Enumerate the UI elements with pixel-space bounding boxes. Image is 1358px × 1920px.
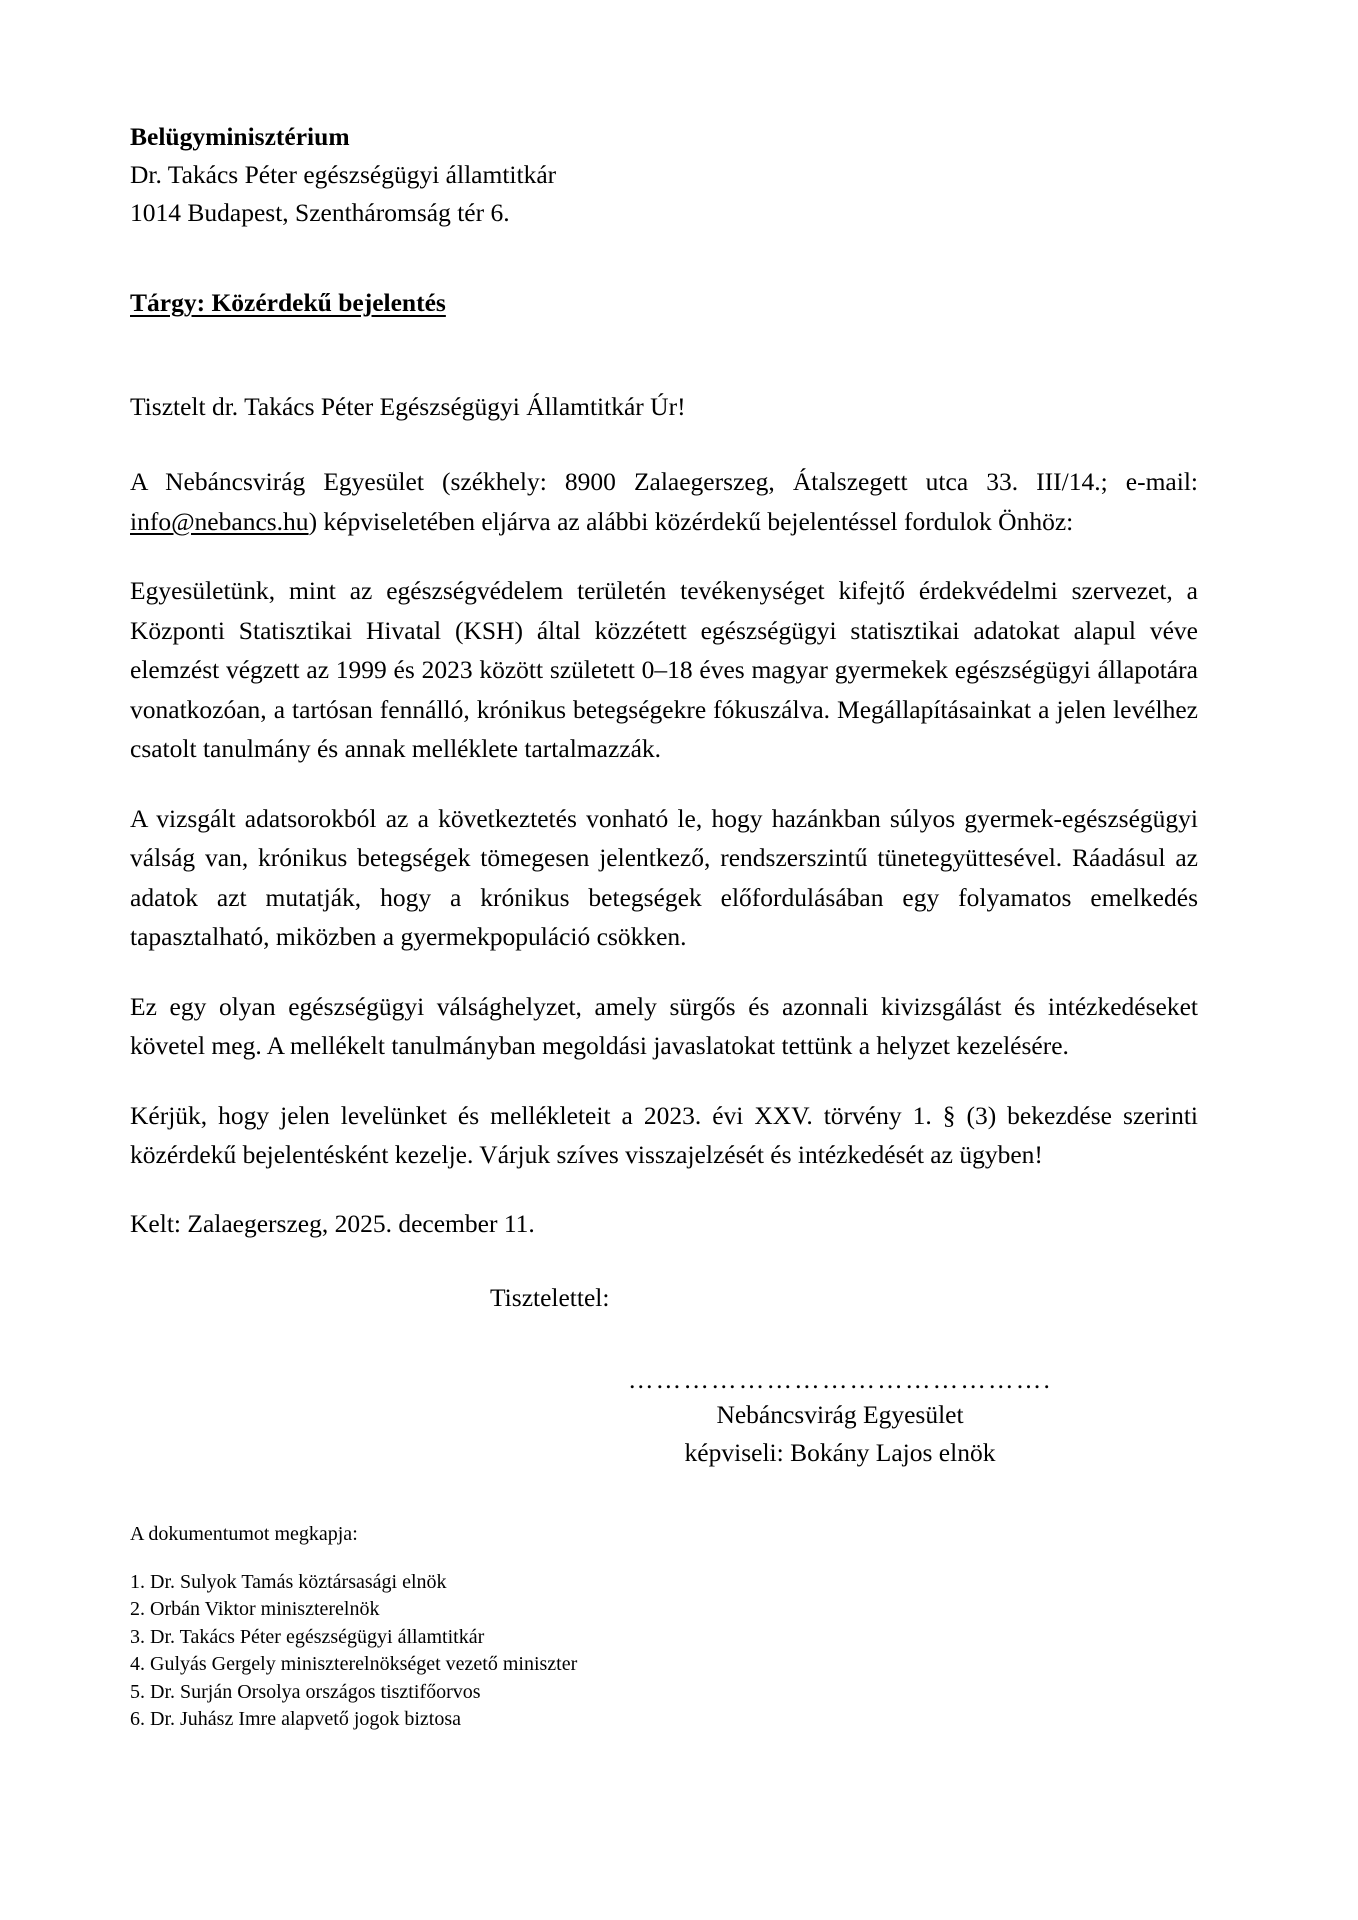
salutation: Tisztelt dr. Takács Péter Egészségügyi Államtitkár Úr! [130, 392, 686, 421]
list-item: 3. Dr. Takács Péter egészségügyi államtitkár [130, 1625, 485, 1648]
date-line: Kelt: Zalaegerszeg, 2025. december 11. [130, 1208, 535, 1238]
body-paragraph-2: A vizsgált adatsorokból az a következtetés vonható le, hogy hazánkban súlyos gyermek-egészségügyi válság van, krónikus betegségek tömegesen jelentkező, rendszerszintű tünetegyüttesével. Ráadásul az adatok azt mutatják, hogy a krónikus betegségek előfordulásában egy folyamatos emelkedés tapasztalható, miközben a gyermekpopuláció csökken. [130, 803, 1198, 951]
body-paragraph-4: Kérjük, hogy jelen levelünket és mellékleteit a 2023. évi XXV. törvény 1. § (3) bekezdése szerinti közérdekű bejelentésként kezelje. Várjuk szíves visszajelzését és intézkedését az ügyben! [130, 1100, 1198, 1169]
regards-wrap [130, 1281, 1198, 1315]
list-item: 1. Dr. Sulyok Tamás köztársasági elnök [130, 1570, 447, 1593]
subject-line-wrap [130, 232, 1198, 320]
distribution-list [130, 1569, 1198, 1734]
recipient-address: 1014 Budapest, Szentháromság tér 6. [130, 198, 510, 227]
recipient-address-block [130, 118, 1198, 232]
recipient-official: Dr. Takács Péter egészségügyi államtitkár [130, 160, 557, 189]
signature-representative: képviseli: Bokány Lajos elnök [684, 1437, 996, 1467]
list-item: 2. Orbán Viktor miniszterelnök [130, 1598, 380, 1620]
distribution-title: A dokumentumot megkapja: [130, 1522, 358, 1545]
list-item: 6. Dr. Juhász Imre alapvető jogok biztosa [130, 1708, 462, 1730]
intro-paragraph [130, 462, 1198, 541]
intro-text-after-email: ) képviseletében eljárva az alábbi közérdekű bejelentéssel fordulok Önhöz: [308, 506, 1074, 536]
signature-line: ………………………………………. [627, 1366, 1053, 1393]
list-item: 4. Gulyás Gergely miniszterelnökséget vezető miniszter [130, 1653, 578, 1675]
signature-block [130, 1367, 1060, 1469]
subject-line: Tárgy: Közérdekű bejelentés [130, 288, 446, 317]
body-paragraph-3: Ez egy olyan egészségügyi válsághelyzet, amely sürgős és azonnali kivizsgálást és intézkedéseket követel meg. A mellékelt tanulmányban megoldási javaslatokat tettünk a helyzet kezelésére. [130, 991, 1198, 1060]
recipient-ministry: Belügyminisztérium [130, 122, 350, 151]
list-item: 5. Dr. Surján Orsolya országos tisztifőorvos [130, 1680, 481, 1703]
regards-text: Tisztelettel: [490, 1282, 610, 1312]
email-link[interactable]: info@nebancs.hu [130, 506, 309, 536]
body-paragraph-1: Egyesületünk, mint az egészségvédelem területén tevékenységet kifejtő érdekvédelmi szervezet, a Központi Statisztikai Hivatal (KSH) által közzétett egészségügyi statisztikai adatokat alapul véve elemzést végzett az 1999 és 2023 között született 0–18 éves magyar gyermekek egészségügyi állapotára vonatkozóan, a tartósan fennálló, krónikus betegségekre fókuszálva. Megállapításainkat a jelen levélhez csatolt tanulmány és annak melléklete tartalmazzák. [130, 576, 1198, 763]
signature-organization: Nebáncsvirág Egyesület [716, 1399, 964, 1429]
intro-text-before-email: A Nebáncsvirág Egyesület (székhely: 8900 Zalaegerszeg, Átalszegett utca 33. III/14.; e-mail: [130, 467, 1198, 496]
distribution-block [130, 1521, 1198, 1734]
